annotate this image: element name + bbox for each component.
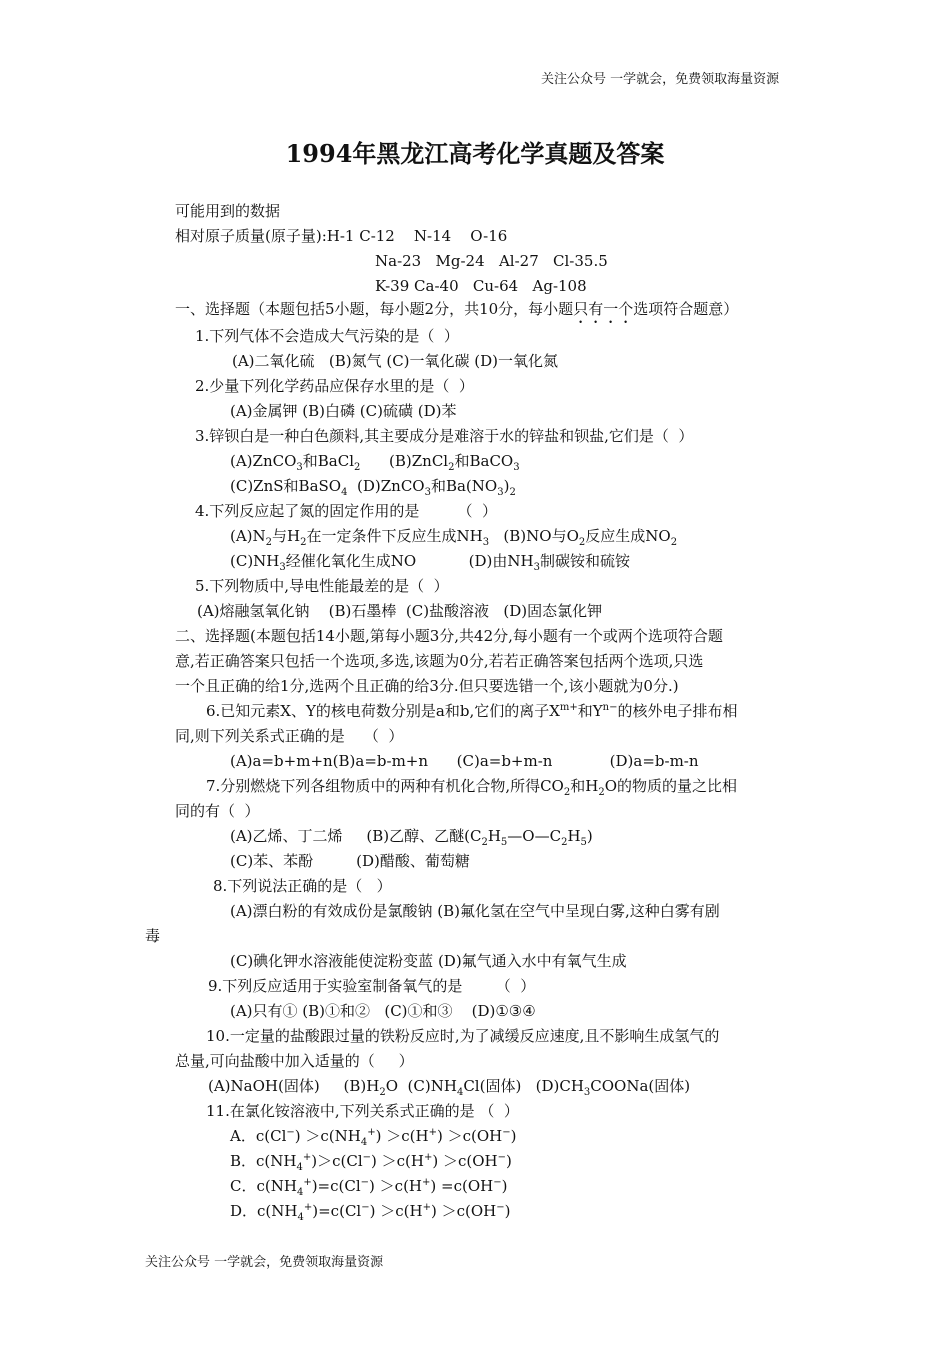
q6-stem-1: 6.已知元素X、Y的核电荷数分别是a和b,它们的离子$X^{m+}$和$Y^{n-}$的核外电子排布相 [206,702,738,720]
q5-stem: 5.下列物质中,导电性能最差的是（ ） [195,577,449,595]
q9-options: (A)只有① (B)①和② (C)①和③ (D)①③④ [230,1002,536,1020]
section-1-heading: 一、选择题（本题包括5小题，每小题2分，共10分，每小题只有一个选项符合题意） [175,300,739,318]
q4-stem: 4.下列反应起了氮的固定作用的是 （ ） [195,502,497,520]
atomic-masses-line-2: Na-23 Mg-24 Al-27 Cl-35.5 [375,252,608,270]
q11-option-a: A．$c(Cl^-) >c(NH_4^+) >c(H^+) >c(OH^-)$ [230,1127,517,1148]
data-intro: 可能用到的数据 [175,202,281,220]
q7-stem-1: 7.分别燃烧下列各组物质中的两种有机化合物,所得$CO_2$和$H_2O$的物质的量之比相 [206,777,738,798]
q4-options-2: $(C)NH_3$经催化氧化生成NO (D)由$NH_3$制碳铵和硫铵 [230,552,630,573]
q3-options-2: (C)ZnS和BaSO$_4$ (D)ZnCO$_3$和$Ba(NO_3)_2$ [230,477,516,498]
q8-stem: 8.下列说法正确的是（ ） [213,877,392,895]
q6-stem-2: 同,则下列关系式正确的是 （ ） [175,727,404,745]
q11-option-c: C．$c(NH_4^+)=c(Cl^-) >c(H^+) =c(OH^-)$ [230,1177,508,1198]
q7-stem-2: 同的有（ ） [175,802,260,820]
q7-options-2: (C)苯、苯酚 (D)醋酸、葡萄糖 [230,852,470,870]
q7-options-1: (A)乙烯、丁二烯 (B)乙醇、乙醚$(C_2H_5—O—C_2H_5)$ [230,827,593,848]
q3-stem: 3.锌钡白是一种白色颜料,其主要成分是难溶于水的锌盐和钡盐,它们是（ ） [195,427,694,445]
page-footer: 关注公众号 一学就会，免费领取海量资源 [145,1255,384,1270]
q1-stem: 1.下列气体不会造成大气污染的是（ ） [195,327,459,345]
q10-options: (A)NaOH(固体) $(B)H_2O$ $(C)NH_4Cl$(固体) $(D)CH_3COONa$(固体) [208,1077,691,1098]
q10-stem-2: 总量,可向盐酸中加入适量的（ ） [175,1052,414,1070]
page-header: 关注公众号 一学就会，免费领取海量资源 [541,72,780,87]
atomic-masses-line-3: K-39 Ca-40 Cu-64 Ag-108 [375,277,587,295]
q8-options-2: (C)碘化钾水溶液能使淀粉变蓝 (D)氟气通入水中有氧气生成 [230,952,627,970]
atomic-masses-line-1: 相对原子质量(原子量):H-1 C-12 N-14 O-16 [175,227,508,245]
q5-options: (A)熔融氢氧化钠 (B)石墨棒 (C)盐酸溶液 (D)固态氯化钾 [197,602,603,620]
q10-stem-1: 10.一定量的盐酸跟过量的铁粉反应时,为了减缓反应速度,且不影响生成氢气的 [206,1027,720,1045]
section-2-heading-1: 二、选择题(本题包括14小题,第每小题3分,共42分,每小题有一个或两个选项符合题 [175,627,723,645]
q3-options-1: (A)ZnCO$_3$和BaCl$_2$ (B)ZnCl$_2$和BaCO$_3$ [230,452,520,473]
q8-options-1-wrap: 毒 [145,927,161,945]
q1-options: (A)二氧化硫 (B)氮气 (C)一氧化碳 (D)一氧化氮 [232,352,559,370]
q11-option-b: B．$c(NH_4^+)>c(Cl^-) >c(H^+) >c(OH^-)$ [230,1152,512,1173]
q2-options: (A)金属钾 (B)白磷 (C)硫磺 (D)苯 [230,402,457,420]
q8-options-1: (A)漂白粉的有效成份是氯酸钠 (B)氟化氢在空气中呈现白雾,这种白雾有剧 [230,902,720,920]
q6-options: (A)a=b+m+n(B)a=b-m+n (C)a=b+m-n (D)a=b-m-n [230,752,699,770]
q11-stem: 11.在氯化铵溶液中,下列关系式正确的是 （ ） [206,1102,519,1120]
q2-stem: 2.少量下列化学药品应保存水里的是（ ） [195,377,474,395]
section-2-heading-3: 一个且正确的给1分,选两个且正确的给3分.但只要选错一个,该小题就为0分.) [175,677,679,695]
emphasis-text: 只有一个 [573,300,634,318]
section-2-heading-2: 意,若正确答案只包括一个选项,多选,该题为0分,若若正确答案包括两个选项,只选 [175,652,704,670]
page-title: 1994年黑龙江高考化学真题及答案 [285,139,665,168]
q4-options-1: $(A)N_2$与$H_2$在一定条件下反应生成$NH_3$ (B)NO与$O_2$反应生成$NO_2$ [230,527,678,548]
q9-stem: 9.下列反应适用于实验室制备氧气的是 （ ） [208,977,536,995]
q11-option-d: D．$c(NH_4^+)=c(Cl^-) >c(H^+) >c(OH^-)$ [230,1202,511,1223]
